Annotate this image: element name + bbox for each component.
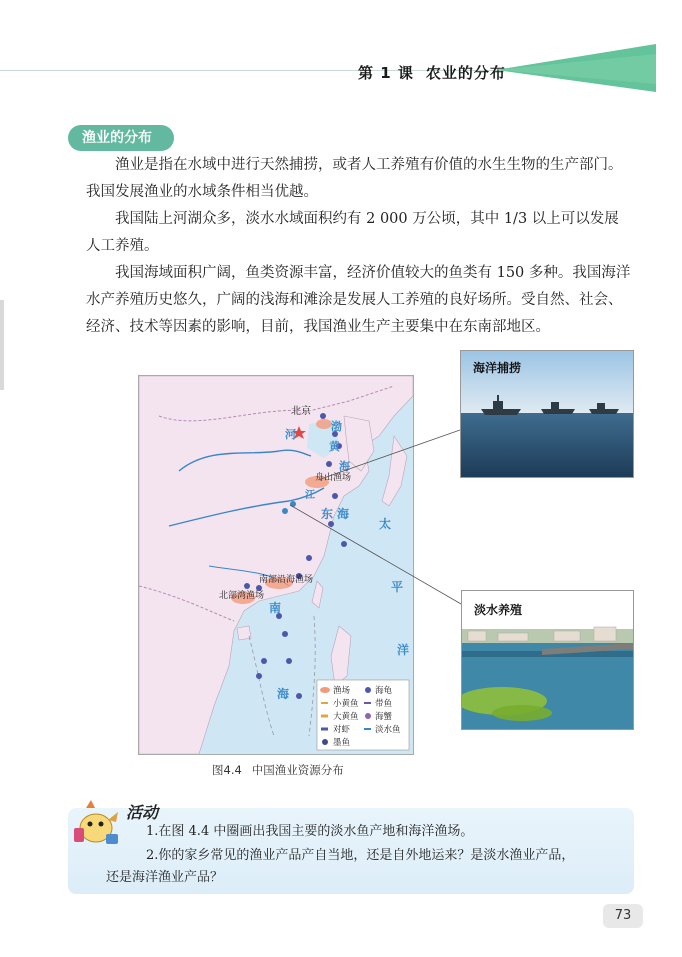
- activity-mascot-icon: [66, 798, 126, 848]
- lesson-number: 第 1 课: [358, 64, 414, 82]
- freshwater-aquaculture-photo: [461, 590, 634, 730]
- legend-label-4: 大黄鱼: [333, 712, 359, 722]
- sea-fishing-photo: [460, 350, 634, 478]
- freshwater-aquaculture-label: 淡水养殖: [474, 603, 523, 617]
- label-he: 河: [285, 428, 296, 441]
- label-nanbu: 南部沿海渔场: [259, 575, 314, 585]
- label-tai: 太: [379, 517, 392, 531]
- legend-label-3: 带鱼: [375, 699, 393, 709]
- paragraph-1: 渔业是指在水域中进行天然捕捞，或者人工养殖有价值的水生生物的生产部门。我国发展渔业的水域条件相当优越。: [86, 157, 623, 200]
- label-beijing: 北京: [291, 406, 311, 417]
- legend-label-5: 海蟹: [375, 712, 393, 722]
- activity-item-2: 2.你的家乡常见的渔业产品产自当地，还是自外地运来？是淡水渔业产品，: [146, 848, 575, 863]
- label-beibuwan: 北部湾渔场: [219, 591, 265, 601]
- label-hai-2: 海: [337, 507, 350, 521]
- label-hai-1: 海: [339, 460, 350, 473]
- legend-label-0: 渔场: [333, 686, 351, 696]
- lesson-title: 农业的分布: [425, 64, 506, 82]
- legend-label-1: 海龟: [375, 686, 393, 696]
- activity-title: 活动: [126, 803, 159, 822]
- label-hai-3: 海: [277, 687, 290, 701]
- label-nan: 南: [269, 601, 282, 615]
- legend-label-8: 墨鱼: [333, 738, 351, 748]
- figure-caption: [212, 762, 344, 778]
- label-ping: 平: [391, 580, 404, 594]
- label-bo: 渤: [331, 420, 342, 433]
- paragraph-3: 我国海域面积广阔，鱼类资源丰富，经济价值较大的鱼类有 150 多种。我国海洋水产养殖历史悠久，广阔的浅海和滩涂是发展人工养殖的良好场所。受自然、社会、经济、技术等因素的影响，目前，我国渔业生产主要集中在东南部地区。: [86, 265, 631, 335]
- label-jiang: 江: [305, 490, 315, 501]
- legend-label-2: 小黄鱼: [333, 699, 359, 709]
- label-zhoushan: 舟山渔场: [315, 473, 352, 483]
- activity-item-2-continued: 还是海洋渔业产品？: [106, 870, 224, 885]
- label-huang: 黄: [329, 440, 340, 453]
- paragraph-2: 我国陆上河湖众多，淡水水域面积约有 2 000 万公顷，其中 1/3 以上可以发展人工养殖。: [86, 211, 619, 254]
- section-heading: 渔业的分布: [68, 125, 174, 151]
- figure-number: 图4.4: [212, 763, 242, 777]
- label-yang: 洋: [397, 643, 410, 657]
- sea-fishing-label: 海洋捕捞: [473, 361, 522, 375]
- legend-label-7: 淡水鱼: [375, 725, 401, 735]
- activity-item-1: 1.在图 4.4 中圈画出我国主要的淡水鱼产地和海洋渔场。: [146, 824, 474, 839]
- label-dong: 东: [321, 507, 334, 521]
- figure-title: 中国渔业资源分布: [251, 763, 344, 777]
- legend-label-6: 对虾: [333, 725, 351, 735]
- page-number: 73: [603, 904, 643, 928]
